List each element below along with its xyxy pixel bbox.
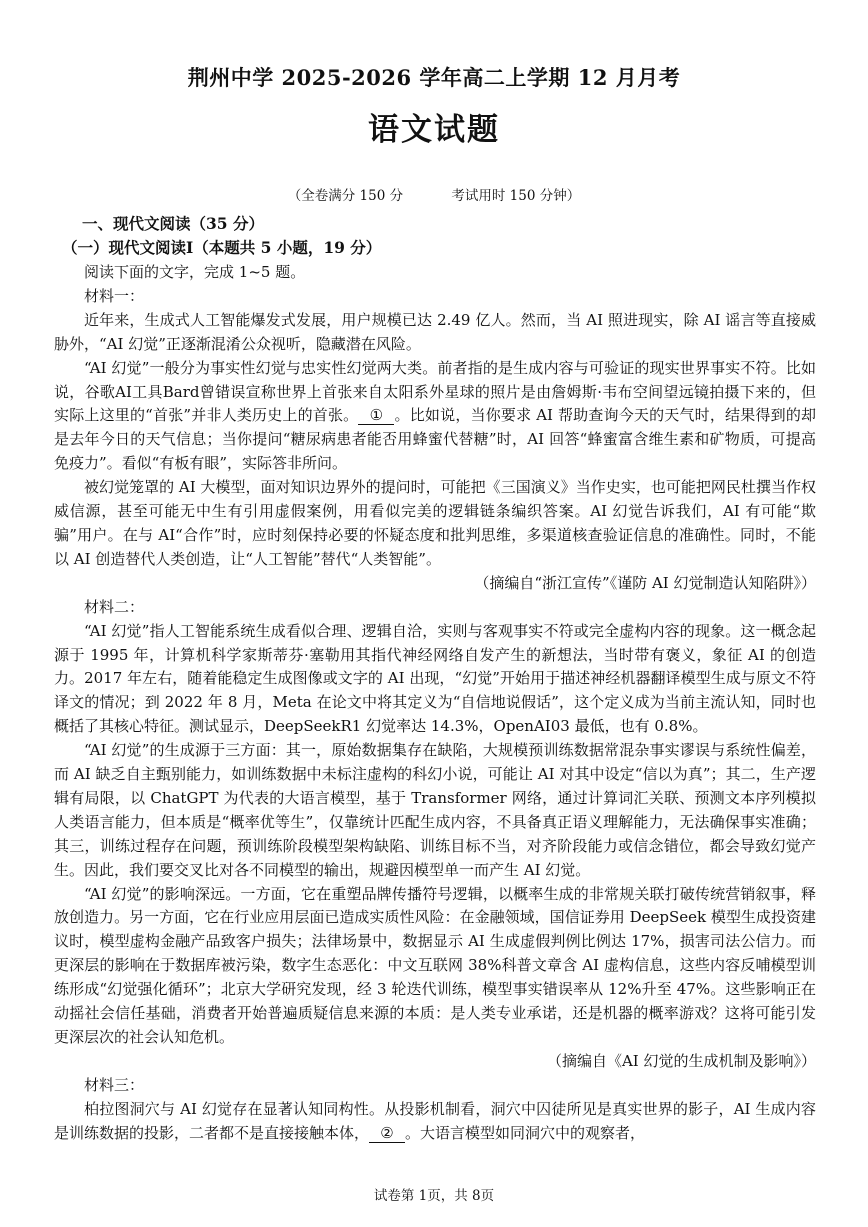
paragraph-text: “AI 幻觉”一般分为事实性幻觉与忠实性幻觉两大类。前者指的是生成内容与可验证的现实世界事实不符。比如说，谷歌AI工具Bard曾错误宣称世界上首张来自太阳系外星球的照片是由詹姆斯·韦布空间望远镜拍摄下来的，但实际上这里的“首张”并非人类历史上的首张。 — [54, 358, 816, 425]
subsection-heading: （一）现代文阅读Ⅰ（本题共 5 小题，19 分） — [62, 238, 382, 257]
paragraph: “AI 幻觉”的生成源于三方面：其一，原始数据集存在缺陷，大规模预训练数据常混杂事实谬误与系统性偏差，而 AI 缺乏自主甄别能力，如训练数据中未标注虚构的科幻小说，可能让 AI 对其中设定“信以为真”；其二，生产逻辑有局限，以 ChatGPT 为代表的大语言模型，基于 Transformer 网络，通过计算词汇关联、预测文本序列模拟人类语言能力，但本质是“概率优等生”，仅靠统计匹配生成内容，不具备真正语义理解能力，无法确保事实准确；其三，训练过程存在问题，预训练阶段模型架构缺陷、训练目标不当，对齐阶段能力或信念错位，都会导致幻觉产生。因此，我们要交叉比对各不同模型的输出，规避因模型单一而产生 AI 幻觉。 — [54, 741, 816, 879]
reading-passage — [54, 261, 816, 1146]
full-score: （全卷满分 150 分 — [287, 188, 404, 204]
exam-info — [0, 184, 868, 204]
subject-title: 语文试题 — [368, 112, 500, 148]
instruction: 阅读下面的文字，完成 1~5 题。 — [84, 263, 306, 281]
paragraph-text: 。比如说，当你要求 AI 帮助查询今天的天气时，结果得到的却是去年今日的天气信息；当你提问“糖尿病患者能否用蜂蜜代替糖”时，AI 回答“蜂蜜富含维生素和矿物质，可提高免疫力”。看似“有板有眼”，实际答非所问。 — [54, 406, 817, 473]
paragraph: 近年来，生成式人工智能爆发式发展，用户规模已达 2.49 亿人。然而，当 AI 照进现实，除 AI 谣言等直接威胁外，“AI 幻觉”正逐渐混淆公众视听，隐藏潜在风险。 — [54, 310, 816, 353]
paragraph: “AI 幻觉”的影响深远。一方面，它在重塑品牌传播符号逻辑，以概率生成的非常规关联打破传统营销叙事，释放创造力。另一方面，它在行业应用层面已造成实质性风险：在金融领域，国信证券用 DeepSeek 模型生成投资建议时，模型虚构金融产品致客户损失；法律场景中，数据显示 AI 生成虚假判例比例达 17%，损害司法公信力。而更深层的影响在于数据库被污染，数字生态恶化：中文互联网 38%科普文章含 AI 虚构信息，这些内容反哺模型训练形成“幻觉强化循环”；北京大学研究发现，经 3 轮迭代训练，模型事实错误率从 12%升至 47%。这些影响正在动摇社会信任基础，消费者开始普遍质疑信息来源的本质：是人类专业承诺，还是机器的概率游戏？这将可能引发更深层次的社会认知危机。 — [54, 884, 816, 1046]
material-label: 材料三： — [84, 1075, 145, 1094]
paragraph: “AI 幻觉”指人工智能系统生成看似合理、逻辑自洽，实则与客观事实不符或完全虚构内容的现象。这一概念起源于 1995 年，计算机科学家斯蒂芬·塞勒用其指代神经网络自发产生的新想法，当时带有褒义，象征 AI 的创造力。2017 年左右，随着能稳定生成图像或文字的 AI 出现，“幻觉”开始用于描述神经机器翻译模型生成与原文不符译文的情况；到 2022 年 8 月，Meta 在论文中将其定义为“自信地说假话”，这个定义成为当前主流认知，同时也概括了其核心特征。测试显示，DeepSeekR1 幻觉率达 14.3%，OpenAI03 最低，也有 0.8%。 — [54, 621, 816, 736]
source-citation: （摘编自“浙江宣传”《谨防 AI 幻觉制造认知陷阱》） — [474, 573, 816, 592]
paragraph-text: 。大语言模型如同洞穴中的观察者， — [405, 1123, 646, 1142]
blank-2: ② — [369, 1124, 405, 1143]
material-label: 材料一： — [84, 286, 145, 305]
paragraph — [54, 357, 816, 477]
page-footer: 试卷第 1页，共 8页 — [373, 1188, 495, 1204]
exam-time: 考试用时 150 分钟） — [451, 188, 581, 204]
source-citation: （摘编自《AI 幻觉的生成机制及影响》） — [546, 1051, 816, 1070]
exam-title: 荆州中学 2025-2026 学年高二上学期 12 月月考 — [187, 65, 681, 90]
material-label: 材料二： — [84, 597, 145, 616]
paragraph-text: 柏拉图洞穴与 AI 幻觉存在显著认知同构性。从投影机制看，洞穴中囚徒所见是真实世界的影子，AI 生成内容是训练数据的投影，二者都不是直接接触本体， — [54, 1099, 816, 1142]
blank-1: ① — [358, 406, 394, 425]
paragraph — [54, 1098, 816, 1146]
section-heading: 一、现代文阅读（35 分） — [82, 214, 264, 233]
paragraph: 被幻觉笼罩的 AI 大模型，面对知识边界外的提问时，可能把《三国演义》当作史实，也可能把网民杜撰当作权威信源，甚至可能无中生有引用虚假案例，用看似完美的逻辑链条编织答案。AI 幻觉告诉我们，AI 有可能“欺骗”用户。在与 AI“合作”时，应时刻保持必要的怀疑态度和批判思维，多渠道核查验证信息的准确性。同时，不能以 AI 创造替代人类创造，让“人工智能”替代“人类智能”。 — [54, 478, 816, 568]
